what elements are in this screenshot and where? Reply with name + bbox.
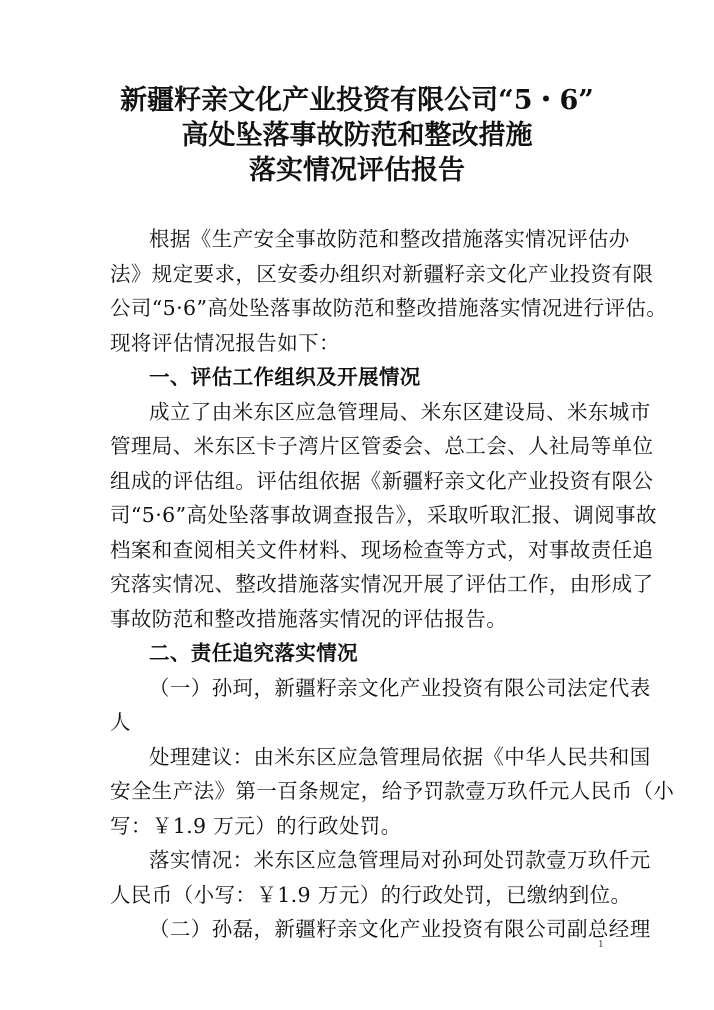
body-line: 公司“5·6”高处坠落事故防范和整改措施落实情况进行评估。 [110, 296, 668, 320]
body-line: （二）孙磊，新疆籽亲文化产业投资有限公司副总经理 [149, 917, 651, 941]
body-line: 管理局、米东区卡子湾片区管委会、总工会、人社局等单位 [110, 434, 654, 458]
body-line: 成立了由米东区应急管理局、米东区建设局、米东城市 [149, 399, 651, 424]
body-line: （一）孙珂，新疆籽亲文化产业投资有限公司法定代表 [149, 675, 651, 700]
body-line: 究落实情况、整改措施落实情况开展了评估工作，由形成了 [110, 572, 654, 596]
body-line: 人 [110, 710, 131, 734]
title-line-2: 高处坠落事故防范和整改措施 [181, 120, 533, 151]
body-line: 写：￥1.9 万元）的行政处罚。 [110, 813, 402, 838]
body-line: 处理建议：由米东区应急管理局依据《中华人民共和国 [149, 744, 651, 769]
title-line-3: 落实情况评估报告 [249, 155, 465, 186]
document-body [110, 222, 675, 947]
page-number: 1 [598, 938, 604, 950]
section-heading-1: 一、评估工作组织及开展情况 [149, 365, 421, 389]
body-line: 法》规定要求，区安委办组织对新疆籽亲文化产业投资有限 [110, 261, 654, 286]
body-line: 事故防范和整改措施落实情况的评估报告。 [110, 606, 508, 631]
body-line: 落实情况：米东区应急管理局对孙珂处罚款壹万玖仟元 [149, 848, 651, 872]
body-line: 档案和查阅相关文件材料、现场检查等方式，对事故责任追 [110, 537, 654, 562]
body-line: 人民币（小写：￥1.9 万元）的行政处罚，已缴纳到位。 [110, 882, 632, 907]
body-line: 司“5·6”高处坠落事故调查报告》，采取听取汇报、调阅事故 [110, 503, 657, 527]
body-line: 根据《生产安全事故防范和整改措施落实情况评估办 [149, 227, 630, 251]
title-line-1: 新疆籽亲文化产业投资有限公司“5・6” [120, 85, 594, 116]
body-line: 安全生产法》第一百条规定，给予罚款壹万玖仟元人民币（小 [110, 779, 675, 803]
section-heading-2: 二、责任追究落实情况 [149, 641, 358, 665]
body-line: 组成的评估组。评估组依据《新疆籽亲文化产业投资有限公 [110, 468, 654, 493]
body-line: 现将评估情况报告如下： [110, 330, 340, 355]
